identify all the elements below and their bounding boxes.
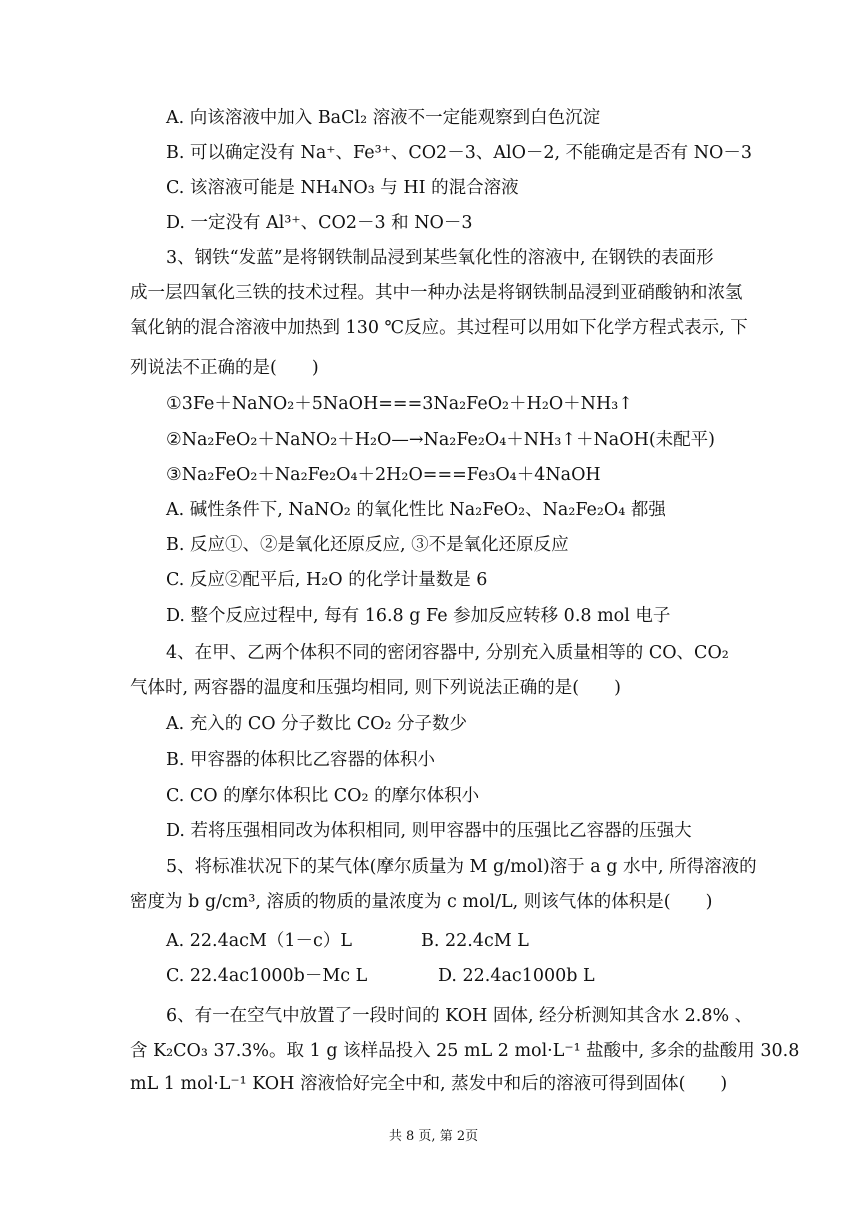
q4-option-d: D. 若将压强相同改为体积相同, 则甲容器中的压强比乙容器的压强大 xyxy=(166,821,692,841)
q3-stem-line3: 氧化钠的混合溶液中加热到 130 ℃反应。其过程可以用如下化学方程式表示, 下 xyxy=(130,318,748,338)
q6-stem-line1: 6、有一在空气中放置了一段时间的 KOH 固体, 经分析测知其含水 2.8% 、 xyxy=(166,1006,753,1026)
q3-equation-3: ③Na₂FeO₂＋Na₂Fe₂O₄＋2H₂O===Fe₃O₄＋4NaOH xyxy=(166,465,601,485)
q5-stem-line1: 5、将标准状况下的某气体(摩尔质量为 M g/mol)溶于 a g 水中, 所得溶液的 xyxy=(166,857,757,877)
q3-equation-2: ②Na₂FeO₂＋NaNO₂＋H₂O—→Na₂Fe₂O₄＋NH₃↑＋NaOH(未配平) xyxy=(166,430,716,450)
q3-option-d: D. 整个反应过程中, 每有 16.8 g Fe 参加反应转移 0.8 mol 电子 xyxy=(166,606,671,626)
q3-stem-line4: 列说法不正确的是( ) xyxy=(130,358,319,378)
q5-option-d: D. 22.4ac1000b L xyxy=(438,966,595,986)
prev-option-b: B. 可以确定没有 Na⁺、Fe³⁺、CO2－3、AlO－2, 不能确定是否有 NO－3 xyxy=(166,143,753,163)
q4-stem-line2: 气体时, 两容器的温度和压强均相同, 则下列说法正确的是( ) xyxy=(130,678,621,698)
q6-stem-line2: 含 K₂CO₃ 37.3%。取 1 g 该样品投入 25 mL 2 mol·L⁻¹ 盐酸中, 多余的盐酸用 30.8 xyxy=(130,1041,800,1061)
prev-option-d: D. 一定没有 Al³⁺、CO2－3 和 NO－3 xyxy=(166,213,473,233)
q4-option-c: C. CO 的摩尔体积比 CO₂ 的摩尔体积小 xyxy=(166,786,480,806)
q5-option-a: A. 22.4acM（1－c）L xyxy=(166,931,352,951)
q5-option-c: C. 22.4ac1000b－Mc L xyxy=(166,966,368,986)
q3-option-b: B. 反应①、②是氧化还原反应, ③不是氧化还原反应 xyxy=(166,535,569,555)
q4-option-a: A. 充入的 CO 分子数比 CO₂ 分子数少 xyxy=(166,714,468,734)
page-footer: 共 8 页, 第 2页 xyxy=(388,1129,479,1144)
q6-stem-line3: mL 1 mol·L⁻¹ KOH 溶液恰好完全中和, 蒸发中和后的溶液可得到固体( ) xyxy=(130,1074,728,1094)
prev-option-c: C. 该溶液可能是 NH₄NO₃ 与 HI 的混合溶液 xyxy=(166,178,519,198)
prev-option-a: A. 向该溶液中加入 BaCl₂ 溶液不一定能观察到白色沉淀 xyxy=(166,108,601,128)
q3-option-c: C. 反应②配平后, H₂O 的化学计量数是 6 xyxy=(166,570,488,590)
q3-stem-line2: 成一层四氧化三铁的技术过程。其中一种办法是将钢铁制品浸到亚硝酸钠和浓氢 xyxy=(130,283,743,303)
q5-stem-line2: 密度为 b g/cm³, 溶质的物质的量浓度为 c mol/L, 则该气体的体积是( ) xyxy=(130,892,713,912)
q4-stem-line1: 4、在甲、乙两个体积不同的密闭容器中, 分别充入质量相等的 CO、CO₂ xyxy=(166,643,729,663)
q3-option-a: A. 碱性条件下, NaNO₂ 的氧化性比 Na₂FeO₂、Na₂Fe₂O₄ 都强 xyxy=(166,500,666,520)
q4-option-b: B. 甲容器的体积比乙容器的体积小 xyxy=(166,750,435,770)
q3-equation-1: ①3Fe＋NaNO₂＋5NaOH===3Na₂FeO₂＋H₂O＋NH₃↑ xyxy=(166,394,633,414)
q5-option-b: B. 22.4cM L xyxy=(421,931,529,951)
q3-stem-line1: 3、钢铁“发蓝”是将钢铁制品浸到某些氧化性的溶液中, 在钢铁的表面形 xyxy=(166,248,714,268)
